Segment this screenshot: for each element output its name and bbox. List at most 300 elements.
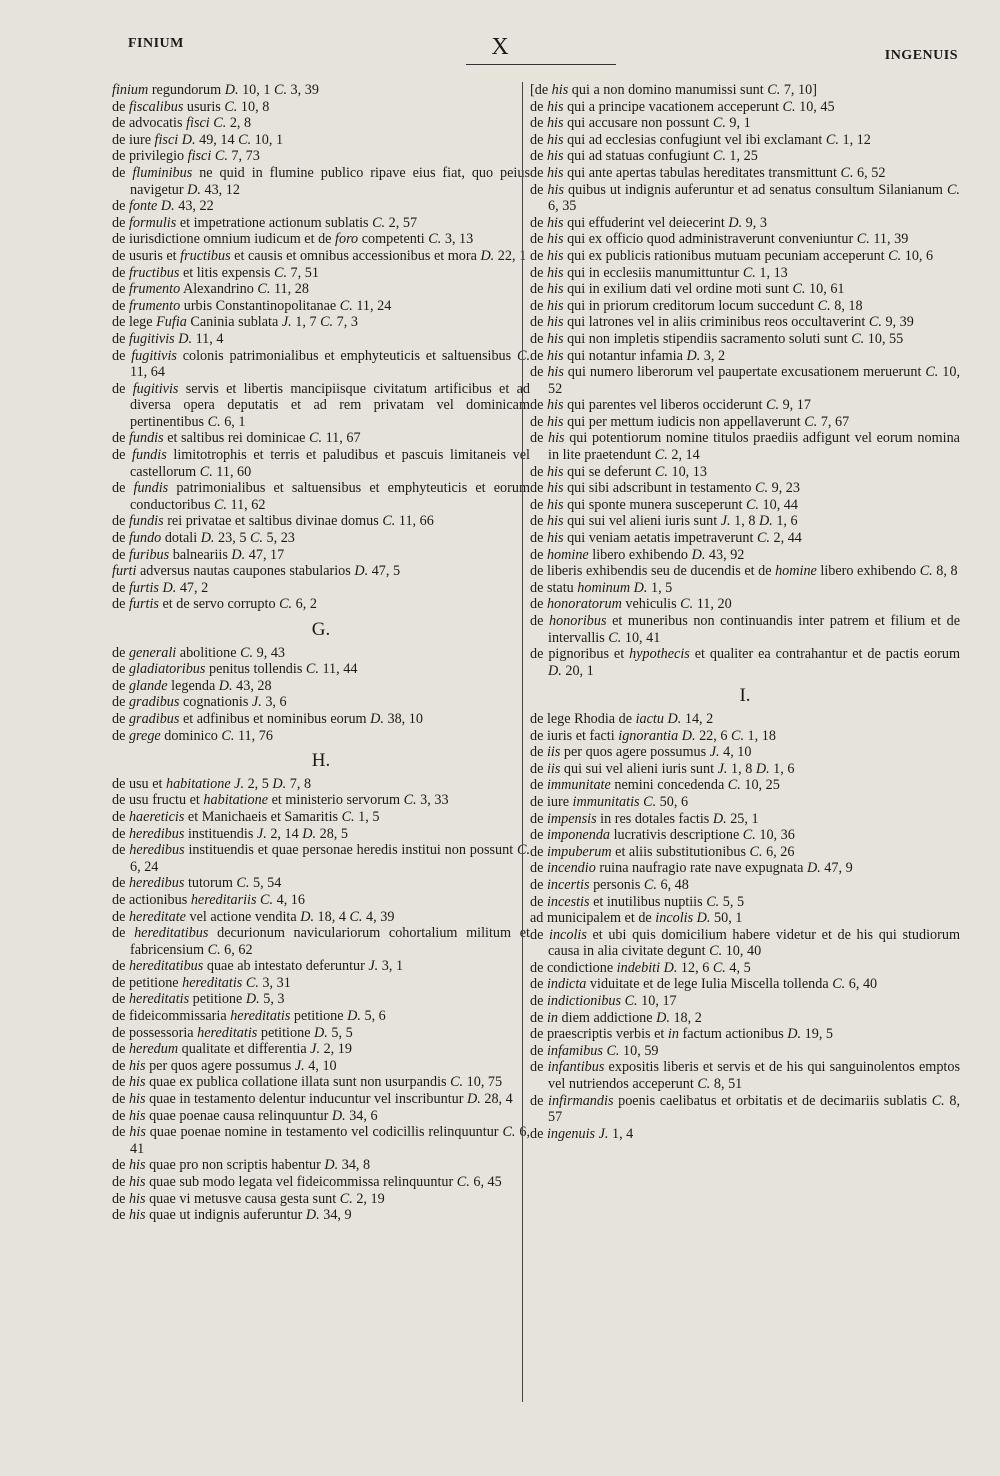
entry-text: 2, 19 [352, 1190, 385, 1207]
entry-text: de [530, 231, 547, 248]
index-entry [530, 513, 960, 530]
entry-text: diem addictione [558, 1009, 657, 1026]
entry-keyword: fructibus [128, 264, 180, 281]
entry-keyword: D. [755, 760, 770, 777]
entry-text: quibus ut indignis auferuntur et ad senatus consultum Silanianum [563, 181, 947, 198]
index-entry [530, 844, 960, 861]
entry-keyword: C. [624, 993, 638, 1010]
entry-text: de [112, 1157, 129, 1174]
entry-text: de [112, 1107, 129, 1124]
entry-keyword: indebiti [616, 959, 661, 976]
entry-text: 10, 59 [619, 1042, 659, 1059]
index-entry [530, 497, 960, 514]
index-entry [530, 711, 960, 728]
entry-text: 4, 39 [362, 908, 395, 925]
entry-text: 11, 67 [322, 430, 361, 447]
entry-text: de [530, 413, 547, 430]
entry-text: 6, 40 [845, 976, 878, 993]
entry-keyword: D. [302, 825, 317, 842]
entry-keyword: his [546, 164, 564, 181]
entry-keyword: fugitivis [131, 347, 177, 364]
entry-text: de [530, 480, 547, 497]
entry-text: balneariis [169, 546, 232, 563]
entry-keyword: generali [128, 644, 177, 661]
entry-keyword: his [128, 1057, 146, 1074]
entry-text: 2, 5 [244, 775, 273, 792]
index-entry [112, 198, 530, 215]
entry-keyword: C. [643, 876, 657, 893]
entry-text: qui a non domino manumissi sunt [568, 82, 768, 98]
entry-text: de [112, 710, 129, 727]
index-entry [530, 182, 960, 215]
entry-keyword: D. [160, 198, 175, 215]
entry-text: 22, 6 [695, 727, 731, 744]
entry-text: de privilegio [112, 148, 188, 165]
entry-text: de iuris et facti [530, 727, 619, 744]
entry-keyword: his [546, 513, 564, 530]
entry-text: 4, 5 [725, 959, 751, 976]
entry-text: de [112, 513, 129, 530]
entry-keyword: C. [756, 530, 770, 547]
entry-text: de [530, 430, 549, 447]
entry-keyword: his [546, 314, 564, 331]
entry-keyword: D. [663, 959, 678, 976]
entry-text: de [530, 530, 547, 547]
entry-text: de pignoribus et [530, 646, 630, 663]
entry-text: 10, 61 [805, 281, 845, 298]
entry-keyword: C. [516, 842, 530, 859]
entry-text: et qualiter ea contrahantur et de pactis eorum [689, 646, 961, 663]
entry-text: 6, 41 [130, 1124, 530, 1157]
entry-text: petitione [290, 1008, 348, 1025]
entry-text: qui in exilium dati vel ordine moti sunt [563, 281, 793, 298]
entry-text: 3, 2 [700, 347, 726, 364]
page-number: X [491, 34, 509, 60]
entry-keyword: his [129, 1124, 146, 1141]
entry-keyword: C. [450, 1074, 464, 1091]
entry-text: 7, 51 [287, 264, 319, 281]
entry-text: 50, 1 [710, 910, 743, 927]
entry-keyword: C. [709, 943, 723, 960]
index-entry [530, 580, 960, 597]
entry-keyword: hominum [577, 579, 631, 596]
entry-keyword: C. [273, 264, 287, 281]
index-entry [530, 811, 960, 828]
entry-text: de [112, 264, 129, 281]
index-entry [530, 927, 960, 960]
entry-text: 43, 92 [705, 546, 745, 563]
index-entry [112, 975, 530, 992]
entry-text: 1, 6 [772, 513, 798, 530]
entry-keyword: C. [730, 727, 744, 744]
index-entry [530, 1093, 960, 1126]
entry-text: 1, 4 [608, 1125, 634, 1142]
entry-text: de [530, 1092, 549, 1109]
entry-text: de [530, 546, 547, 563]
entry-keyword: D. [806, 860, 821, 877]
entry-text: decurionum naviculariorum cohortalium militum et fabricensium [130, 925, 530, 958]
entry-keyword: hereditatis [230, 1008, 291, 1025]
entry-text: qui ex publicis rationibus mutuam pecuniam acceperunt [563, 247, 889, 264]
entry-text: patrimonialibus et saltuensibus et emphyteuticis et eorum conductoribus [130, 480, 530, 513]
entry-text: de [530, 1042, 547, 1059]
entry-keyword: C. [680, 596, 694, 613]
entry-keyword: indictionibus [546, 993, 622, 1010]
entry-keyword: C. [382, 513, 396, 530]
index-entry [530, 99, 960, 116]
entry-keyword: C. [213, 115, 227, 132]
entry-keyword: hereditatibus [134, 925, 209, 942]
entry-keyword: C. [257, 281, 271, 298]
entry-keyword: C. [654, 447, 668, 464]
entry-keyword: his [546, 214, 564, 231]
entry-keyword: C. [320, 314, 334, 331]
index-entry [112, 580, 530, 597]
entry-text: de [530, 596, 547, 613]
entry-text: et inutilibus nuptiis [589, 893, 707, 910]
entry-text: 25, 1 [726, 810, 759, 827]
entry-keyword: haereticis [128, 808, 185, 825]
index-entry [530, 132, 960, 149]
entry-keyword: heredibus [128, 825, 185, 842]
entry-keyword: incolis [655, 910, 694, 927]
entry-keyword: furtis [128, 596, 159, 613]
entry-keyword: finium [112, 82, 149, 98]
entry-text: 10, 52 [548, 364, 960, 397]
entry-keyword: C. [782, 98, 796, 115]
entry-text: 10, 55 [864, 330, 904, 347]
entry-text: de [112, 825, 129, 842]
index-entry [530, 728, 960, 745]
entry-keyword: fundis [128, 513, 164, 530]
entry-text: de [112, 330, 129, 347]
index-entry [112, 480, 530, 513]
index-entry [530, 464, 960, 481]
entry-keyword: heredibus [128, 875, 185, 892]
entry-text: de [112, 991, 129, 1008]
index-entry [112, 331, 530, 348]
entry-text: 1, 7 [291, 314, 321, 331]
entry-text: 43, 28 [232, 677, 272, 694]
entry-text: qui veniam aetatis impetraverunt [563, 530, 757, 547]
entry-keyword: C. [502, 1124, 516, 1141]
entry-text: de usuris et [112, 247, 181, 264]
entry-text: 10, 41 [621, 629, 661, 646]
entry-text: 1, 25 [725, 148, 758, 165]
entry-text: urbis Constantinopolitanae [180, 297, 340, 314]
index-entry [530, 860, 960, 877]
entry-text: vehiculis [621, 596, 681, 613]
entry-keyword: D. [162, 579, 177, 596]
entry-text: et causis et omnibus accessionibus et mora [230, 247, 481, 264]
entry-text: in res dotales factis [596, 810, 713, 827]
entry-text: 1, 12 [838, 131, 871, 148]
entry-text: 11, 66 [395, 513, 434, 530]
entry-text: instituendis et quae personae heredis institui non possunt [184, 842, 517, 859]
index-entry [530, 414, 960, 431]
entry-keyword: C. [207, 941, 221, 958]
entry-keyword: C. [931, 1092, 945, 1109]
index-entry [112, 661, 530, 678]
index-entry [112, 809, 530, 826]
entry-keyword: heredibus [129, 842, 185, 859]
entry-keyword: D. [187, 181, 201, 198]
entry-text: 5, 5 [327, 1024, 353, 1041]
entry-text: qui a principe vacationem acceperunt [563, 98, 783, 115]
entry-keyword: indicta [546, 976, 587, 993]
entry-text: de [530, 214, 547, 231]
entry-keyword: C. [706, 893, 720, 910]
entry-text: quae vi metusve causa gesta sunt [145, 1190, 340, 1207]
entry-keyword: habitatione [165, 775, 231, 792]
entry-keyword: C. [309, 430, 323, 447]
index-entry [530, 894, 960, 911]
entry-keyword: ingenuis [546, 1125, 596, 1142]
entry-keyword: his [547, 364, 564, 381]
entry-text: rei privatae et saltibus divinae domus [163, 513, 383, 530]
index-entry [530, 480, 960, 497]
entry-text: 9, 39 [881, 314, 914, 331]
index-entry [530, 165, 960, 182]
column-divider [522, 82, 523, 1402]
index-entry [530, 960, 960, 977]
entry-keyword: C. [856, 231, 870, 248]
entry-text: 43, 12 [200, 181, 240, 198]
entry-keyword: C. [825, 131, 839, 148]
entry-keyword: fugitivis [128, 330, 175, 347]
index-entry [112, 842, 530, 875]
entry-text: 11, 64 [130, 364, 165, 381]
index-entry [530, 298, 960, 315]
entry-keyword: his [547, 181, 564, 198]
entry-keyword: C. [245, 974, 259, 991]
entry-keyword: D. [712, 810, 727, 827]
entry-keyword: his [128, 1107, 146, 1124]
section-heading: H. [311, 750, 331, 772]
entry-text: 11, 39 [869, 231, 909, 248]
entry-text: de [112, 727, 129, 744]
entry-text: 7, 3 [333, 314, 358, 331]
entry-text: 4, 10 [304, 1057, 337, 1074]
entry-text: 11, 28 [270, 281, 309, 298]
entry-text: 5, 5 [719, 893, 745, 910]
entry-keyword: C. [236, 875, 250, 892]
entry-keyword: hereditatis [182, 974, 243, 991]
index-entry [530, 331, 960, 348]
entry-text: 8, 51 [710, 1076, 743, 1093]
entry-text: ruina naufragio rate nave expugnata [595, 860, 807, 877]
index-entry [112, 711, 530, 728]
entry-text: de petitione [112, 974, 183, 991]
index-entry [112, 281, 530, 298]
entry-text: de [530, 115, 547, 132]
index-entry [112, 298, 530, 315]
entry-text: et saltibus rei dominicae [163, 430, 310, 447]
entry-keyword: furibus [128, 546, 170, 563]
entry-keyword: frumento [128, 281, 181, 298]
entry-keyword: furtis [128, 579, 159, 596]
entry-text: qui ante apertas tabulas hereditates transmittunt [563, 164, 841, 181]
entry-text: 7, 10] [780, 82, 817, 98]
entry-text: 10, 1 [251, 131, 284, 148]
entry-text: per quos agere possumus [560, 744, 710, 761]
index-entry [112, 265, 530, 282]
entry-text: de usu fructu et [112, 792, 204, 809]
index-entry [530, 993, 960, 1010]
entry-text: 11, 44 [318, 661, 358, 678]
entry-keyword: C. [273, 82, 287, 98]
entry-keyword: C. [767, 82, 781, 98]
entry-keyword: J. [720, 513, 731, 530]
entry-keyword: D. [480, 247, 495, 264]
index-entry [530, 910, 960, 927]
entry-text: 9, 3 [742, 214, 767, 231]
entry-text: de liberis exhibendis seu de ducendis et de [530, 563, 776, 580]
entry-text: et Manichaeis et Samaritis [184, 808, 342, 825]
entry-keyword: C. [339, 1190, 353, 1207]
entry-keyword: his [546, 463, 564, 480]
entry-text: de [530, 777, 547, 794]
index-entry [112, 99, 530, 116]
entry-keyword: his [546, 98, 564, 115]
entry-text: de [112, 1091, 129, 1108]
entry-text: de condictione [530, 959, 617, 976]
entry-keyword: gradibus [128, 694, 180, 711]
entry-text: de [112, 661, 129, 678]
entry-text: qui non impletis stipendiis sacramento soluti sunt [563, 330, 852, 347]
index-entry [112, 530, 530, 547]
entry-text: qui sponte munera susceperunt [563, 496, 746, 513]
entry-text: de [530, 513, 547, 530]
entry-keyword: C. [341, 808, 355, 825]
entry-text: 5, 54 [249, 875, 282, 892]
entry-text: de [530, 131, 547, 148]
entry-text: de [530, 893, 547, 910]
entry-text: de [530, 843, 547, 860]
entry-text: 10, 13 [667, 463, 707, 480]
index-entry [112, 1074, 530, 1091]
entry-text: 2, 57 [385, 214, 418, 231]
entry-keyword: fisci [154, 131, 179, 148]
entry-text: de iurisdictione omnium iudicum et de [112, 231, 336, 248]
index-entry [112, 381, 530, 431]
entry-keyword: ignorantia [618, 727, 679, 744]
entry-keyword: D. [758, 513, 773, 530]
entry-keyword: C. [260, 891, 274, 908]
entry-text: 8, 18 [830, 297, 863, 314]
entry-keyword: in [546, 1009, 558, 1026]
entry-text: de [112, 214, 129, 231]
entry-keyword: C. [755, 480, 769, 497]
index-entry [112, 115, 530, 132]
entry-text: de [530, 347, 547, 364]
entry-keyword: in [667, 1026, 679, 1043]
entry-text: 9, 17 [779, 397, 811, 414]
index-entry [112, 314, 530, 331]
entry-keyword: homine [775, 563, 817, 580]
entry-keyword: his [546, 281, 564, 298]
entry-text: 11, 60 [212, 463, 252, 480]
entry-keyword: his [546, 247, 564, 264]
entry-text: 47, 5 [368, 563, 401, 580]
entry-keyword: C. [832, 976, 846, 993]
index-entry [112, 1157, 530, 1174]
entry-text: de [530, 463, 547, 480]
entry-keyword: C. [712, 115, 726, 132]
entry-text: de [530, 760, 547, 777]
index-entry [112, 1174, 530, 1191]
entry-keyword: iis [546, 760, 561, 777]
entry-text: de [530, 314, 547, 331]
entry-keyword: D. [691, 546, 706, 563]
entry-keyword: J. [310, 1041, 321, 1058]
index-entry [530, 596, 960, 613]
entry-keyword: D. [218, 677, 233, 694]
entry-text: 47, 9 [820, 860, 853, 877]
entry-text: quae ab intestato deferuntur [203, 958, 369, 975]
entry-text: 9, 43 [253, 644, 286, 661]
entry-text: 34, 9 [319, 1207, 352, 1224]
entry-keyword: D. [314, 1024, 328, 1041]
entry-keyword: fluminibus [132, 164, 193, 181]
entry-keyword: his [546, 347, 564, 364]
entry-text: usuris [183, 98, 225, 115]
index-entry [530, 115, 960, 132]
entry-text: viduitate et de lege Iulia Miscella tollenda [586, 976, 833, 993]
index-entry [530, 348, 960, 365]
index-entry [112, 165, 530, 198]
entry-text: 1, 8 [727, 760, 756, 777]
index-entry [530, 314, 960, 331]
entry-text: 7, 67 [817, 413, 850, 430]
entry-text: de [112, 1207, 129, 1224]
entry-text: qui sui vel alieni iuris sunt [563, 513, 721, 530]
entry-keyword: J. [251, 694, 262, 711]
index-entry [112, 792, 530, 809]
entry-text: de [112, 447, 133, 464]
index-entry [530, 827, 960, 844]
entry-keyword: C. [749, 843, 763, 860]
entry-text: 6, 45 [469, 1174, 502, 1190]
entry-text: 6, 52 [853, 164, 886, 181]
entry-keyword: fundo [128, 530, 162, 547]
entry-text: 14, 2 [681, 710, 714, 727]
entry-text: factum actionibus [678, 1026, 788, 1043]
entry-text: quae pro non scriptis habentur [145, 1157, 325, 1174]
entry-keyword: C. [214, 148, 228, 165]
entry-keyword: D. [305, 1207, 320, 1224]
index-entry [530, 547, 960, 564]
entry-text: 3, 33 [416, 792, 449, 809]
entry-keyword: honoribus [548, 613, 607, 629]
entry-text: 8, 57 [548, 1092, 961, 1126]
index-entry [530, 530, 960, 547]
entry-keyword: infantibus [547, 1059, 605, 1076]
index-entry [530, 646, 960, 679]
entry-text: qui parentes vel liberos occiderunt [563, 397, 767, 414]
entry-text: 3, 6 [261, 694, 287, 711]
entry-text: [de [530, 82, 552, 98]
entry-text: 34, 8 [338, 1157, 371, 1174]
entry-text: quae ex publica collatione illata sunt non usurpandis [145, 1074, 451, 1091]
entry-text: de [112, 808, 129, 825]
entry-keyword: gradibus [128, 710, 180, 727]
entry-keyword: foro [335, 231, 359, 248]
entry-keyword: glande [128, 677, 168, 694]
entry-text: de [112, 198, 129, 215]
entry-text: de [530, 613, 549, 629]
index-entry [112, 596, 530, 613]
